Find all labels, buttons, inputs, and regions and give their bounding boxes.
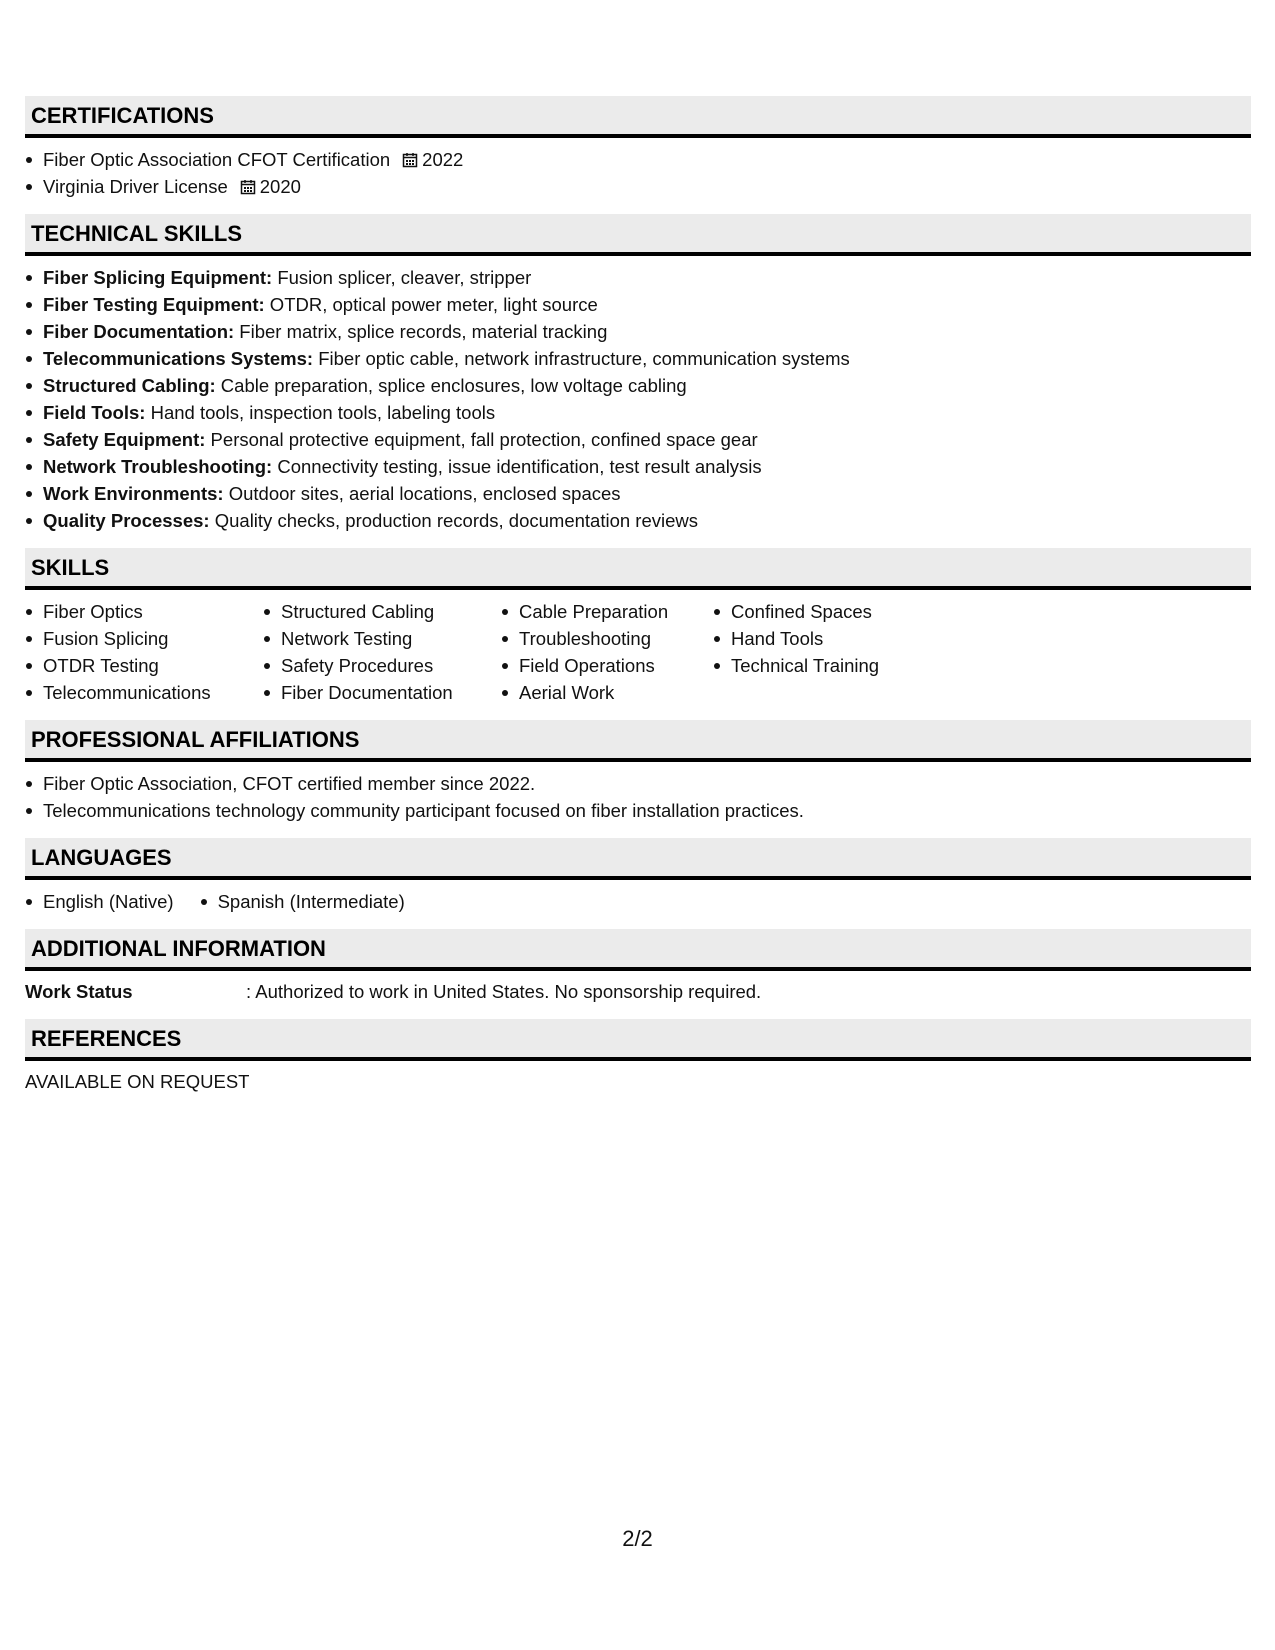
list-item <box>43 426 1251 453</box>
language-group <box>25 888 174 915</box>
technical-skills-section <box>25 214 1251 534</box>
list-item: Confined Spaces <box>731 598 931 625</box>
list-item <box>43 264 1251 291</box>
list-item: Aerial Work <box>519 679 713 706</box>
skill-category: Quality Processes: <box>43 510 210 531</box>
additional-info-section <box>25 929 1251 1005</box>
list-item: Structured Cabling <box>281 598 501 625</box>
work-status-row <box>25 979 1251 1005</box>
list-item: Troubleshooting <box>519 625 713 652</box>
affiliations-section <box>25 720 1251 824</box>
references-section <box>25 1019 1251 1095</box>
certification-year: 2022 <box>422 149 464 170</box>
list-item <box>43 318 1251 345</box>
work-status-value: : Authorized to work in United States. No sponsorship required. <box>246 981 762 1002</box>
list-item <box>43 291 1251 318</box>
language-group <box>200 888 405 915</box>
list-item: Technical Training <box>731 652 931 679</box>
list-item: Network Testing <box>281 625 501 652</box>
languages-list <box>25 888 1251 915</box>
work-status-label: Work Status <box>25 981 133 1002</box>
certification-year: 2020 <box>259 176 301 197</box>
certification-item <box>43 173 1251 200</box>
skills-grid <box>25 598 1251 706</box>
section-heading: TECHNICAL SKILLS <box>25 214 1251 256</box>
skill-category: Fiber Splicing Equipment: <box>43 267 273 288</box>
section-heading: LANGUAGES <box>25 838 1251 880</box>
skill-category: Telecommunications Systems: <box>43 348 314 369</box>
list-item: Field Operations <box>519 652 713 679</box>
skill-category: Safety Equipment: <box>43 429 206 450</box>
skill-detail: Hand tools, inspection tools, labeling tools <box>145 402 496 423</box>
list-item: Telecommunications <box>43 679 263 706</box>
skill-detail: Fiber matrix, splice records, material tracking <box>234 321 608 342</box>
certifications-section <box>25 96 1251 200</box>
certification-name: Fiber Optic Association CFOT Certification <box>43 149 391 170</box>
page-number: 2/2 <box>622 1526 653 1551</box>
list-item <box>43 345 1251 372</box>
calendar-icon <box>240 179 256 195</box>
skill-detail: Outdoor sites, aerial locations, enclosed spaces <box>223 483 621 504</box>
certifications-list <box>25 146 1251 200</box>
skills-column <box>263 598 501 706</box>
language-item: Spanish (Intermediate) <box>218 888 405 915</box>
list-item: Hand Tools <box>731 625 931 652</box>
section-heading: CERTIFICATIONS <box>25 96 1251 138</box>
list-item <box>43 453 1251 480</box>
section-heading: REFERENCES <box>25 1019 1251 1061</box>
skill-category: Structured Cabling: <box>43 375 216 396</box>
skill-category: Network Troubleshooting: <box>43 456 273 477</box>
section-heading: SKILLS <box>25 548 1251 590</box>
section-heading: ADDITIONAL INFORMATION <box>25 929 1251 971</box>
references-text: AVAILABLE ON REQUEST <box>25 1071 250 1092</box>
resume-page <box>25 96 1251 1109</box>
list-item <box>43 372 1251 399</box>
skill-detail: Fusion splicer, cleaver, stripper <box>272 267 532 288</box>
skill-category: Fiber Testing Equipment: <box>43 294 265 315</box>
list-item <box>43 399 1251 426</box>
skill-detail: Quality checks, production records, documentation reviews <box>209 510 699 531</box>
list-item: Fiber Optics <box>43 598 263 625</box>
skill-detail: Cable preparation, splice enclosures, low voltage cabling <box>215 375 687 396</box>
skills-section <box>25 548 1251 706</box>
technical-skills-list <box>25 264 1251 534</box>
skill-category: Field Tools: <box>43 402 146 423</box>
section-heading: PROFESSIONAL AFFILIATIONS <box>25 720 1251 762</box>
list-item: Fiber Documentation <box>281 679 501 706</box>
list-item: OTDR Testing <box>43 652 263 679</box>
skill-detail: Personal protective equipment, fall protection, confined space gear <box>205 429 758 450</box>
list-item: Fiber Optic Association, CFOT certified member since 2022. <box>43 770 1251 797</box>
skill-category: Work Environments: <box>43 483 224 504</box>
list-item: Telecommunications technology community participant focused on fiber installation practices. <box>43 797 1251 824</box>
skills-column <box>25 598 263 706</box>
languages-section <box>25 838 1251 915</box>
skill-detail: OTDR, optical power meter, light source <box>264 294 598 315</box>
list-item: Cable Preparation <box>519 598 713 625</box>
affiliations-list <box>25 770 1251 824</box>
certification-item <box>43 146 1251 173</box>
skills-column <box>713 598 931 706</box>
language-item: English (Native) <box>43 888 174 915</box>
skill-detail: Fiber optic cable, network infrastructure, communication systems <box>313 348 850 369</box>
calendar-icon <box>402 152 418 168</box>
list-item <box>43 480 1251 507</box>
list-item <box>43 507 1251 534</box>
skill-category: Fiber Documentation: <box>43 321 235 342</box>
skill-detail: Connectivity testing, issue identification, test result analysis <box>272 456 762 477</box>
list-item: Safety Procedures <box>281 652 501 679</box>
certification-name: Virginia Driver License <box>43 176 228 197</box>
list-item: Fusion Splicing <box>43 625 263 652</box>
skills-column <box>501 598 713 706</box>
